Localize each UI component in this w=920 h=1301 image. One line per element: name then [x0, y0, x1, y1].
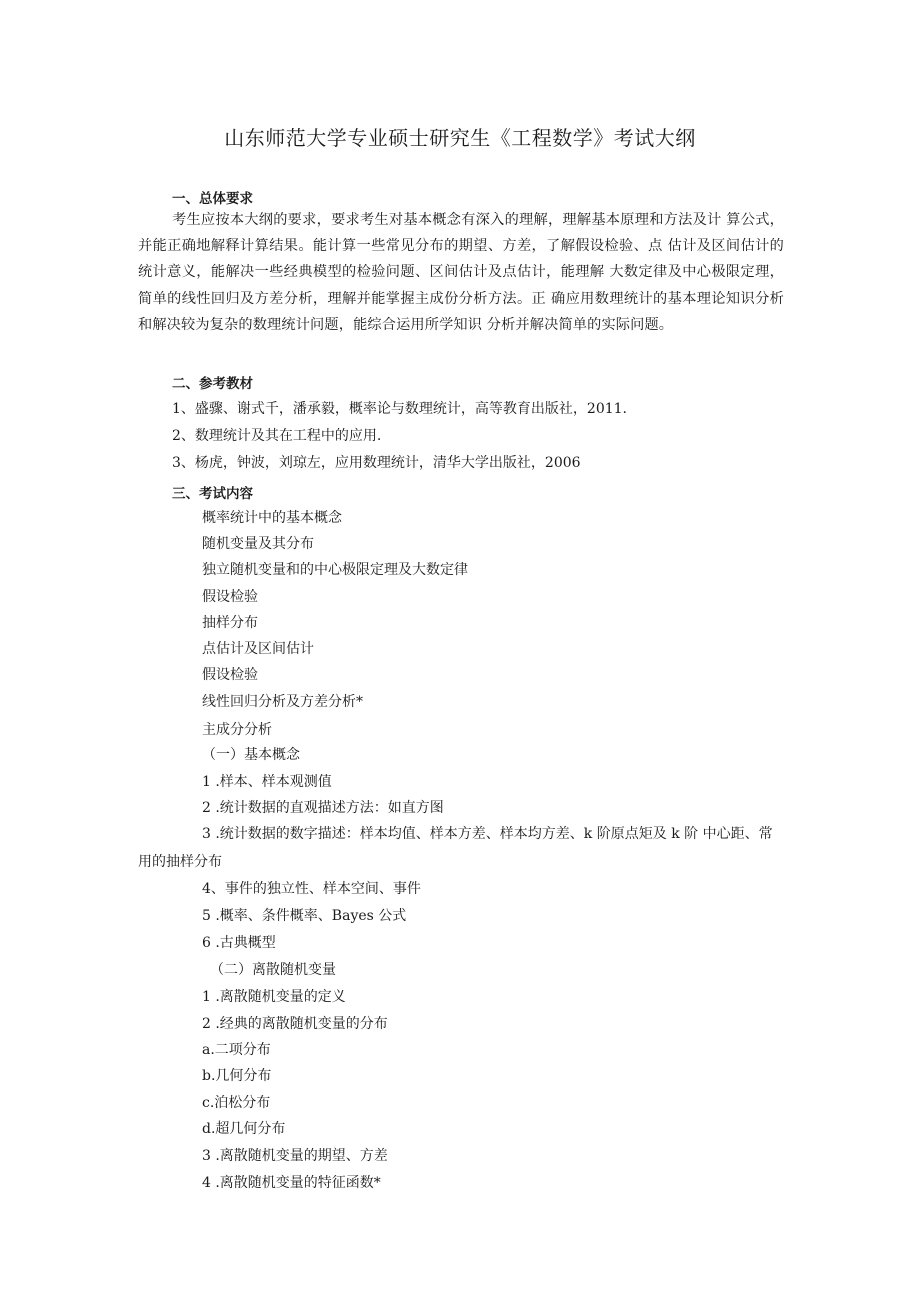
- concept-item: 6 .古典概型: [202, 935, 276, 951]
- topic-item: 线性回归分析及方差分析*: [202, 694, 363, 710]
- document-title: 山东师范大学专业硕士研究生《工程数学》考试大纲: [224, 126, 696, 150]
- section-heading-requirements: 一、总体要求: [172, 191, 253, 207]
- topic-item: 主成分分析: [202, 722, 272, 738]
- topic-item: 点估计及区间估计: [202, 641, 314, 657]
- discrete-item: 4 .离散随机变量的特征函数*: [202, 1175, 381, 1191]
- subsection-heading-basic-concepts: （一）基本概念: [202, 747, 300, 763]
- requirements-paragraph: 考生应按本大纲的要求，要求考生对基本概念有深入的理解，理解基本原理和方法及计 算公式，并能正确地解释计算结果。能计算一些常见分布的期望、方差，了解假设检验、点 估计及区间估计的统计意义，能解决一些经典模型的检验问题、区间估计及点估计，能理解 大数定律及中心极限定理，简单的线性回归及方差分析，理解并能掌握主成份分析方法。正 确应用数理统计的基本理论知识分析和解决较为复杂的数理统计问题，能综合运用所学知识 分析并解决简单的实际问题。: [138, 212, 784, 333]
- discrete-item: 3 .离散随机变量的期望、方差: [202, 1148, 388, 1164]
- distribution-item: a.二项分布: [202, 1042, 271, 1058]
- discrete-item: 1 .离散随机变量的定义: [202, 989, 346, 1005]
- textbook-item: 3、杨虎，钟波，刘琼左，应用数理统计，清华大学出版社，2006: [172, 455, 581, 471]
- topic-item: 假设检验: [202, 667, 258, 683]
- concept-item: 4、事件的独立性、样本空间、事件: [202, 881, 421, 897]
- section-heading-exam-content: 三、考试内容: [172, 486, 253, 502]
- textbook-item: 2、数理统计及其在工程中的应用.: [172, 428, 382, 444]
- topic-item: 抽样分布: [202, 615, 258, 631]
- topic-item: 假设检验: [202, 589, 258, 605]
- distribution-item: c.泊松分布: [202, 1095, 271, 1111]
- concept-item: 3 .统计数据的数字描述：样本均值、样本方差、样本均方差、k 阶原点矩及 k 阶 中心距、常用的抽样分布: [138, 826, 773, 870]
- subsection-heading-discrete-variables: （二）离散随机变量: [210, 962, 336, 978]
- concept-item: 2 .统计数据的直观描述方法：如直方图: [202, 800, 444, 816]
- discrete-item: 2 .经典的离散随机变量的分布: [202, 1016, 388, 1032]
- distribution-item: b.几何分布: [202, 1068, 272, 1084]
- concept-item: 1 .样本、样本观测值: [202, 774, 332, 790]
- section-heading-textbooks: 二、参考教材: [172, 376, 253, 392]
- textbook-item: 1、盛骤、谢式千，潘承毅，概率论与数理统计，高等教育出版社，2011.: [172, 401, 627, 417]
- topic-item: 概率统计中的基本概念: [202, 510, 342, 526]
- topic-item: 独立随机变量和的中心极限定理及大数定律: [202, 562, 468, 578]
- distribution-item: d.超几何分布: [202, 1121, 286, 1137]
- topic-item: 随机变量及其分布: [202, 536, 314, 552]
- concept-item: 5 .概率、条件概率、Bayes 公式: [202, 908, 407, 924]
